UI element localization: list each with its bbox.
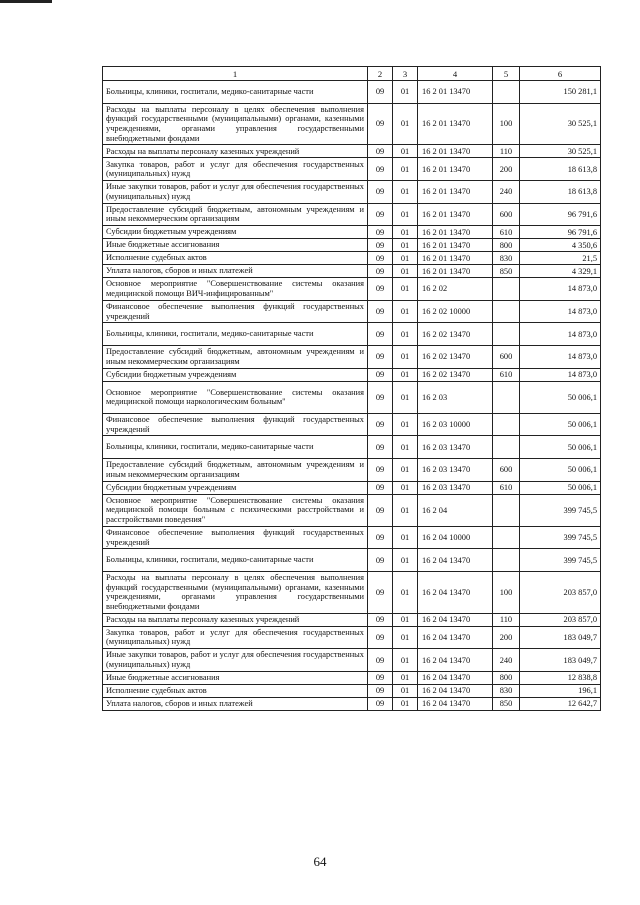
cell-amount: 196,1 (520, 684, 601, 697)
table-row (103, 368, 601, 381)
table-row (103, 626, 601, 649)
cell-target-code: 16 2 04 13470 (418, 697, 493, 710)
cell-amount: 30 525,1 (520, 145, 601, 158)
cell-target-code: 16 2 01 13470 (418, 226, 493, 239)
cell-amount: 96 791,6 (520, 203, 601, 226)
cell-expense-type: 600 (493, 345, 520, 368)
table-row (103, 323, 601, 346)
cell-amount: 150 281,1 (520, 81, 601, 104)
cell-target-code: 16 2 04 13470 (418, 684, 493, 697)
cell-target-code: 16 2 02 13470 (418, 368, 493, 381)
table-row (103, 81, 601, 104)
cell-amount: 50 006,1 (520, 458, 601, 481)
cell-name: Больницы, клиники, госпитали, медико-санитарные части (103, 436, 368, 459)
cell-target-code: 16 2 04 10000 (418, 526, 493, 549)
cell-name: Иные бюджетные ассигнования (103, 239, 368, 252)
header-col-6: 6 (520, 67, 601, 81)
cell-section: 09 (368, 323, 393, 346)
cell-name: Уплата налогов, сборов и иных платежей (103, 265, 368, 278)
cell-name: Больницы, клиники, госпитали, медико-санитарные части (103, 81, 368, 104)
cell-amount: 30 525,1 (520, 103, 601, 145)
cell-target-code: 16 2 01 13470 (418, 239, 493, 252)
cell-section: 09 (368, 626, 393, 649)
table-row (103, 252, 601, 265)
cell-amount: 183 049,7 (520, 626, 601, 649)
header-row (103, 67, 601, 81)
cell-target-code: 16 2 01 13470 (418, 252, 493, 265)
cell-subsection: 01 (393, 368, 418, 381)
cell-section: 09 (368, 549, 393, 572)
cell-target-code: 16 2 04 13470 (418, 613, 493, 626)
table-row (103, 226, 601, 239)
cell-expense-type (493, 300, 520, 323)
cell-name: Иные бюджетные ассигнования (103, 671, 368, 684)
cell-amount: 14 873,0 (520, 278, 601, 301)
cell-name: Финансовое обеспечение выполнения функций государственных учреждений (103, 526, 368, 549)
cell-section: 09 (368, 239, 393, 252)
cell-expense-type: 600 (493, 458, 520, 481)
table-row (103, 671, 601, 684)
cell-subsection: 01 (393, 671, 418, 684)
cell-name: Субсидии бюджетным учреждениям (103, 368, 368, 381)
table-row (103, 649, 601, 672)
table-row (103, 684, 601, 697)
cell-expense-type: 850 (493, 697, 520, 710)
table-row (103, 278, 601, 301)
cell-section: 09 (368, 145, 393, 158)
table-row (103, 265, 601, 278)
cell-subsection: 01 (393, 278, 418, 301)
cell-amount: 14 873,0 (520, 323, 601, 346)
cell-section: 09 (368, 368, 393, 381)
cell-subsection: 01 (393, 571, 418, 613)
cell-target-code: 16 2 04 13470 (418, 671, 493, 684)
cell-subsection: 01 (393, 413, 418, 436)
cell-expense-type: 850 (493, 265, 520, 278)
cell-section: 09 (368, 180, 393, 203)
cell-expense-type: 610 (493, 481, 520, 494)
cell-subsection: 01 (393, 203, 418, 226)
table-row (103, 481, 601, 494)
table-row (103, 145, 601, 158)
table-row (103, 345, 601, 368)
cell-target-code: 16 2 02 13470 (418, 323, 493, 346)
table-body (103, 81, 601, 711)
cell-section: 09 (368, 458, 393, 481)
cell-expense-type (493, 549, 520, 572)
cell-section: 09 (368, 265, 393, 278)
cell-amount: 399 745,5 (520, 526, 601, 549)
cell-name: Закупка товаров, работ и услуг для обеспечения государственных (муниципальных) нужд (103, 626, 368, 649)
header-col-3: 3 (393, 67, 418, 81)
cell-expense-type (493, 413, 520, 436)
cell-subsection: 01 (393, 481, 418, 494)
cell-section: 09 (368, 671, 393, 684)
table-row (103, 413, 601, 436)
cell-target-code: 16 2 01 13470 (418, 265, 493, 278)
cell-subsection: 01 (393, 697, 418, 710)
cell-section: 09 (368, 436, 393, 459)
cell-expense-type (493, 494, 520, 526)
cell-amount: 18 613,8 (520, 158, 601, 181)
cell-target-code: 16 2 04 13470 (418, 571, 493, 613)
cell-target-code: 16 2 01 13470 (418, 158, 493, 181)
cell-amount: 21,5 (520, 252, 601, 265)
cell-amount: 18 613,8 (520, 180, 601, 203)
cell-section: 09 (368, 252, 393, 265)
cell-amount: 203 857,0 (520, 571, 601, 613)
cell-amount: 399 745,5 (520, 494, 601, 526)
table-row (103, 180, 601, 203)
cell-expense-type (493, 436, 520, 459)
cell-amount: 14 873,0 (520, 368, 601, 381)
cell-expense-type: 100 (493, 103, 520, 145)
cell-expense-type (493, 526, 520, 549)
cell-name: Больницы, клиники, госпитали, медико-санитарные части (103, 323, 368, 346)
table-row (103, 571, 601, 613)
cell-section: 09 (368, 526, 393, 549)
cell-section: 09 (368, 613, 393, 626)
cell-section: 09 (368, 158, 393, 181)
cell-name: Предоставление субсидий бюджетным, автономным учреждениям и иным некоммерческим организациям (103, 458, 368, 481)
cell-target-code: 16 2 03 13470 (418, 458, 493, 481)
table-row (103, 549, 601, 572)
cell-name: Исполнение судебных актов (103, 252, 368, 265)
cell-section: 09 (368, 226, 393, 239)
cell-expense-type: 830 (493, 684, 520, 697)
header-col-4: 4 (418, 67, 493, 81)
cell-name: Уплата налогов, сборов и иных платежей (103, 697, 368, 710)
cell-name: Предоставление субсидий бюджетным, автономным учреждениям и иным некоммерческим организациям (103, 203, 368, 226)
table-row (103, 381, 601, 413)
cell-target-code: 16 2 03 13470 (418, 481, 493, 494)
cell-subsection: 01 (393, 526, 418, 549)
cell-amount: 50 006,1 (520, 436, 601, 459)
cell-subsection: 01 (393, 252, 418, 265)
cell-name: Финансовое обеспечение выполнения функций государственных учреждений (103, 413, 368, 436)
cell-target-code: 16 2 02 10000 (418, 300, 493, 323)
cell-subsection: 01 (393, 436, 418, 459)
cell-subsection: 01 (393, 145, 418, 158)
cell-name: Субсидии бюджетным учреждениям (103, 226, 368, 239)
cell-amount: 399 745,5 (520, 549, 601, 572)
cell-target-code: 16 2 01 13470 (418, 103, 493, 145)
cell-target-code: 16 2 02 (418, 278, 493, 301)
cell-section: 09 (368, 103, 393, 145)
cell-subsection: 01 (393, 649, 418, 672)
top-rule (0, 0, 52, 3)
cell-subsection: 01 (393, 458, 418, 481)
page-number: 64 (313, 854, 327, 869)
cell-subsection: 01 (393, 158, 418, 181)
header-col-5: 5 (493, 67, 520, 81)
table-row (103, 526, 601, 549)
cell-subsection: 01 (393, 226, 418, 239)
cell-target-code: 16 2 03 (418, 381, 493, 413)
cell-expense-type: 100 (493, 571, 520, 613)
cell-section: 09 (368, 684, 393, 697)
cell-target-code: 16 2 01 13470 (418, 145, 493, 158)
cell-subsection: 01 (393, 300, 418, 323)
cell-subsection: 01 (393, 684, 418, 697)
cell-section: 09 (368, 649, 393, 672)
cell-expense-type: 240 (493, 649, 520, 672)
cell-target-code: 16 2 01 13470 (418, 81, 493, 104)
cell-amount: 4 329,1 (520, 265, 601, 278)
cell-subsection: 01 (393, 265, 418, 278)
cell-expense-type: 240 (493, 180, 520, 203)
cell-target-code: 16 2 04 13470 (418, 549, 493, 572)
cell-subsection: 01 (393, 494, 418, 526)
table-row (103, 300, 601, 323)
cell-section: 09 (368, 278, 393, 301)
cell-amount: 14 873,0 (520, 345, 601, 368)
cell-expense-type (493, 323, 520, 346)
table-row (103, 436, 601, 459)
cell-expense-type: 610 (493, 368, 520, 381)
cell-expense-type: 610 (493, 226, 520, 239)
cell-target-code: 16 2 04 13470 (418, 649, 493, 672)
cell-amount: 4 350,6 (520, 239, 601, 252)
cell-expense-type: 800 (493, 671, 520, 684)
table-row (103, 103, 601, 145)
cell-expense-type: 800 (493, 239, 520, 252)
cell-expense-type (493, 81, 520, 104)
cell-name: Расходы на выплаты персоналу в целях обеспечения выполнения функций государственными (муниципальными) органами, казенными учреждениями, органами управления государственными внебюджетными фондами (103, 571, 368, 613)
cell-section: 09 (368, 81, 393, 104)
table-row (103, 613, 601, 626)
budget-table (102, 66, 601, 711)
cell-name: Больницы, клиники, госпитали, медико-санитарные части (103, 549, 368, 572)
cell-expense-type: 600 (493, 203, 520, 226)
cell-section: 09 (368, 345, 393, 368)
cell-section: 09 (368, 381, 393, 413)
cell-name: Закупка товаров, работ и услуг для обеспечения государственных (муниципальных) нужд (103, 158, 368, 181)
cell-target-code: 16 2 01 13470 (418, 180, 493, 203)
cell-amount: 50 006,1 (520, 381, 601, 413)
cell-subsection: 01 (393, 239, 418, 252)
cell-name: Иные закупки товаров, работ и услуг для обеспечения государственных (муниципальных) нужд (103, 180, 368, 203)
cell-amount: 203 857,0 (520, 613, 601, 626)
table-row (103, 458, 601, 481)
cell-target-code: 16 2 03 10000 (418, 413, 493, 436)
cell-expense-type (493, 381, 520, 413)
cell-amount: 12 838,8 (520, 671, 601, 684)
cell-subsection: 01 (393, 103, 418, 145)
cell-subsection: 01 (393, 180, 418, 203)
cell-name: Расходы на выплаты персоналу казенных учреждений (103, 613, 368, 626)
cell-target-code: 16 2 03 13470 (418, 436, 493, 459)
cell-name: Финансовое обеспечение выполнения функций государственных учреждений (103, 300, 368, 323)
header-col-2: 2 (368, 67, 393, 81)
cell-subsection: 01 (393, 549, 418, 572)
table-row (103, 494, 601, 526)
cell-target-code: 16 2 02 13470 (418, 345, 493, 368)
cell-name: Расходы на выплаты персоналу казенных учреждений (103, 145, 368, 158)
cell-section: 09 (368, 203, 393, 226)
cell-expense-type: 200 (493, 158, 520, 181)
cell-name: Субсидии бюджетным учреждениям (103, 481, 368, 494)
cell-amount: 96 791,6 (520, 226, 601, 239)
cell-name: Иные закупки товаров, работ и услуг для обеспечения государственных (муниципальных) нужд (103, 649, 368, 672)
cell-subsection: 01 (393, 323, 418, 346)
cell-target-code: 16 2 04 13470 (418, 626, 493, 649)
table-row (103, 697, 601, 710)
cell-section: 09 (368, 571, 393, 613)
cell-name: Предоставление субсидий бюджетным, автономным учреждениям и иным некоммерческим организациям (103, 345, 368, 368)
table-row (103, 203, 601, 226)
cell-target-code: 16 2 04 (418, 494, 493, 526)
cell-section: 09 (368, 494, 393, 526)
cell-subsection: 01 (393, 613, 418, 626)
cell-expense-type: 830 (493, 252, 520, 265)
table-row (103, 239, 601, 252)
cell-target-code: 16 2 01 13470 (418, 203, 493, 226)
cell-expense-type: 110 (493, 145, 520, 158)
cell-name: Расходы на выплаты персоналу в целях обеспечения выполнения функций государственными (муниципальными) органами, казенными учреждениями, органами управления государственными внебюджетными фондами (103, 103, 368, 145)
cell-name: Основное мероприятие "Совершенствование системы оказания медицинской помощи наркологическим больным" (103, 381, 368, 413)
cell-subsection: 01 (393, 626, 418, 649)
cell-amount: 50 006,1 (520, 481, 601, 494)
header-col-1: 1 (103, 67, 368, 81)
cell-name: Исполнение судебных актов (103, 684, 368, 697)
cell-subsection: 01 (393, 345, 418, 368)
cell-subsection: 01 (393, 381, 418, 413)
cell-section: 09 (368, 300, 393, 323)
cell-name: Основное мероприятие "Совершенствование системы оказания медицинской помощи больным с психическими расстройствами и расстройствами поведения" (103, 494, 368, 526)
cell-amount: 14 873,0 (520, 300, 601, 323)
cell-expense-type (493, 278, 520, 301)
cell-section: 09 (368, 413, 393, 436)
cell-expense-type: 110 (493, 613, 520, 626)
cell-subsection: 01 (393, 81, 418, 104)
cell-name: Основное мероприятие "Совершенствование системы оказания медицинской помощи ВИЧ-инфицированным" (103, 278, 368, 301)
cell-section: 09 (368, 481, 393, 494)
table-row (103, 158, 601, 181)
cell-amount: 50 006,1 (520, 413, 601, 436)
cell-amount: 12 642,7 (520, 697, 601, 710)
cell-amount: 183 049,7 (520, 649, 601, 672)
cell-expense-type: 200 (493, 626, 520, 649)
cell-section: 09 (368, 697, 393, 710)
